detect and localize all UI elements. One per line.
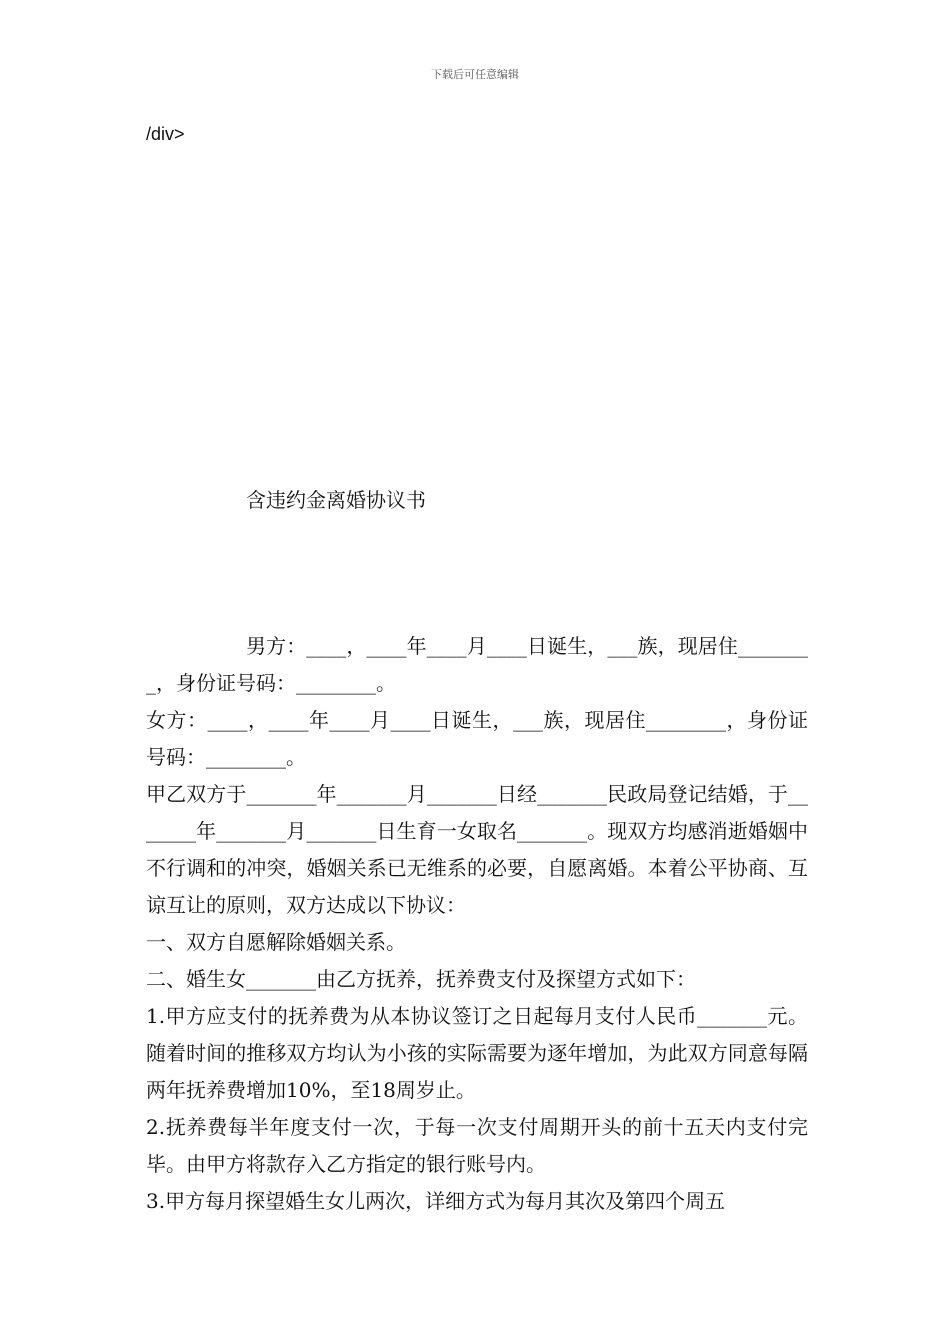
paragraph-female-party: 女方：____，____年____月____日诞生，___族，现居住________，身份证号码：________。 (146, 708, 808, 769)
document-title: 含违约金离婚协议书 (246, 488, 426, 512)
page-header: 下载后可任意编辑 (431, 68, 519, 81)
paragraph-marriage-info: 甲乙双方于_______年_______月_______日经_______民政局登记结婚，于_______年_______月_______日生育一女取名_______。现双方均感消逝婚姻中不行调和的冲突，婚姻关系已无维系的必要，自愿离婚。本着公平协商、互谅互让的原则，双方达成以下协议： (146, 782, 808, 917)
clause-2-item-1: 1.甲方应支付的抚养费为从本协议签订之日起每月支付人民币_______元。随着时间的推移双方均认为小孩的实际需要为逐年增加，为此双方同意每隔两年抚养费增加10%，至18周岁止。 (146, 1004, 808, 1102)
stray-markup-text: /div> (146, 124, 185, 144)
clause-2-item-3: 3.甲方每月探望婚生女儿两次，详细方式为每月其次及第四个周五 (146, 1189, 726, 1213)
paragraph-male-party: 男方：____，____年____月____日诞生，___族，现居住________，身份证号码：________。 (146, 634, 808, 695)
document-body (146, 628, 808, 1220)
clause-1: 一、双方自愿解除婚姻关系。 (146, 930, 406, 954)
clause-2-item-2: 2.抚养费每半年度支付一次，于每一次支付周期开头的前十五天内支付完毕。由甲方将款存入乙方指定的银行账号内。 (146, 1115, 808, 1176)
clause-2: 二、婚生女_______由乙方抚养，抚养费支付及探望方式如下： (146, 967, 696, 991)
